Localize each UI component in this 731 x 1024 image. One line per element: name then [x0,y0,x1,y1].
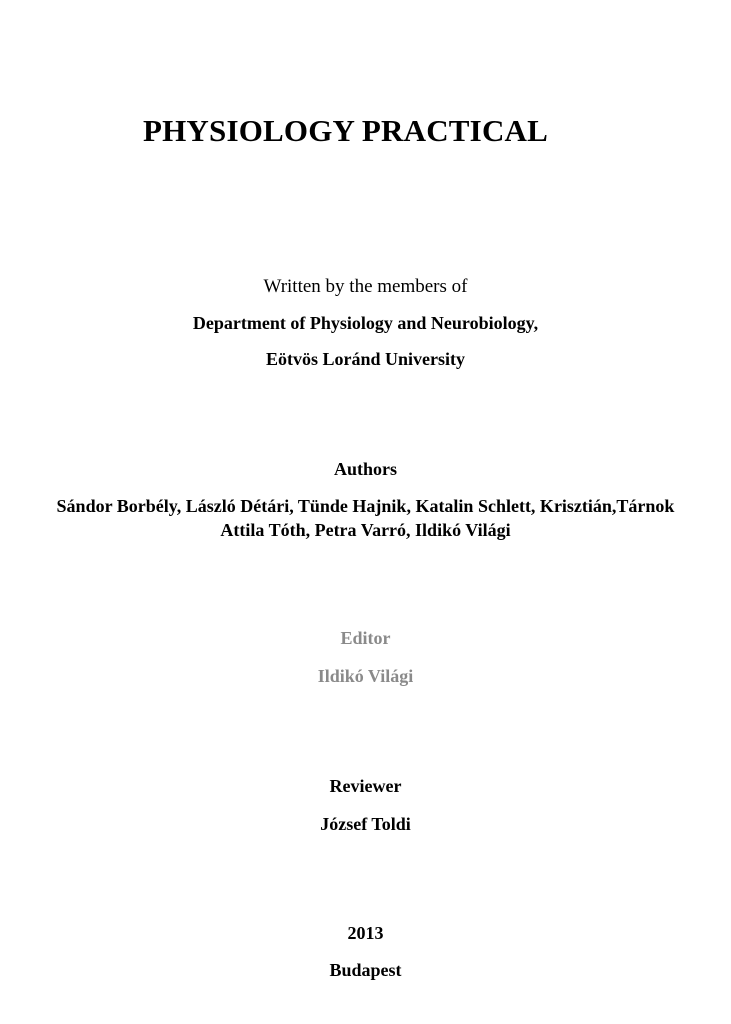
publication-year: 2013 [347,923,384,943]
written-by-text: Written by the members of [263,276,468,297]
publication-place: Budapest [329,960,402,980]
authors-line-2: Attila Tóth, Petra Varró, Ildikó Világi [220,520,511,540]
reviewer-name: József Toldi [320,814,411,834]
university-name: Eötvös Loránd University [265,349,465,369]
editor-heading: Editor [340,628,391,648]
authors-heading: Authors [333,459,397,479]
document-title: PHYSIOLOGY PRACTICAL [142,113,549,148]
department-name: Department of Physiology and Neurobiology, [192,313,539,333]
authors-line-1: Sándor Borbély, László Détári, Tünde Hajnik, Katalin Schlett, Krisztián,Tárnok [56,496,675,516]
reviewer-heading: Reviewer [329,776,402,796]
editor-name: Ildikó Világi [317,666,414,686]
